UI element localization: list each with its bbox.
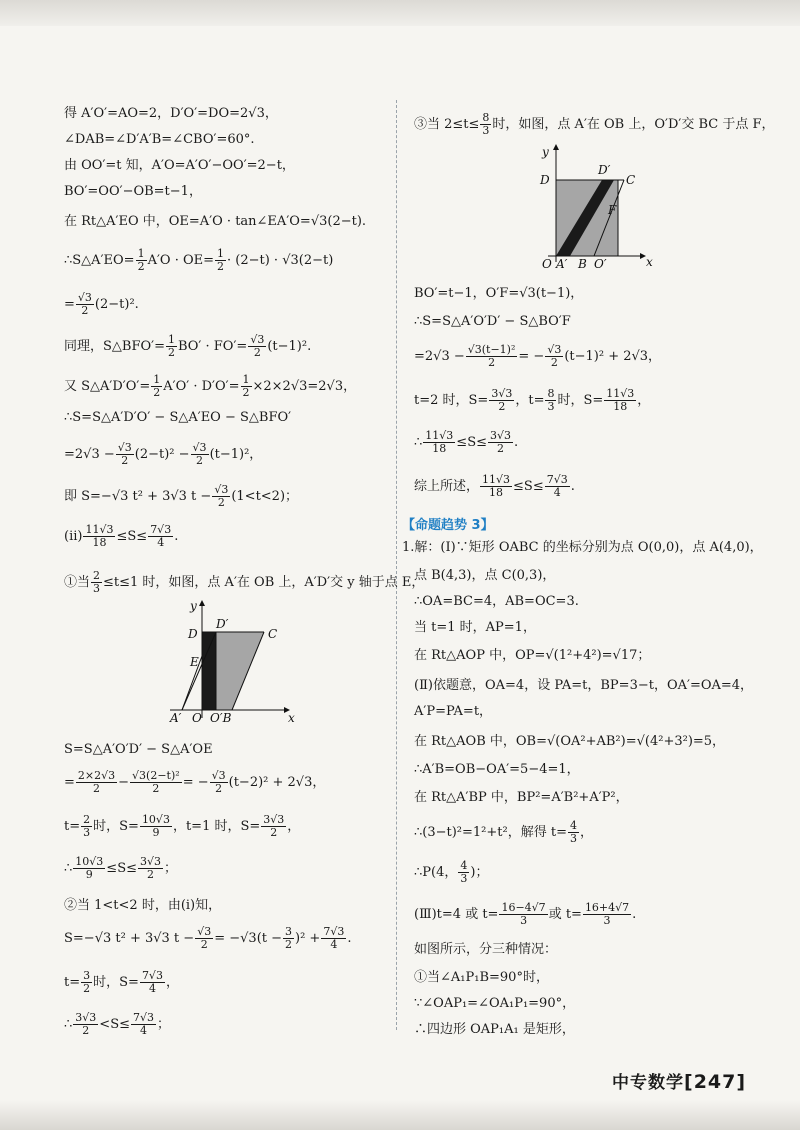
line: 1.解：(Ⅰ)∵矩形 OABC 的坐标分别为点 O(0,0)，点 A(4,0)， <box>402 540 763 555</box>
fraction: $\frac{3√3}{2}$ <box>140 855 162 881</box>
line: 即 S=−√3 t² + 3√3 t − $\frac{√3}{2}$ (1<t<2)； <box>64 483 299 509</box>
fraction: $\frac{√3}{2}$ <box>197 925 212 951</box>
text: · (2−t) · √3(2−t) <box>227 253 334 268</box>
label-o: O <box>192 711 202 724</box>
fraction: $\frac{8}{3}$ <box>482 111 490 137</box>
fraction: $\frac{√3}{2}$ <box>117 441 132 467</box>
line: t= $\frac{2}{3}$ 时，S= $\frac{10√3}{9}$ ，t=1 时，S= $\frac{3√3}{2}$ ， <box>64 813 301 839</box>
line: ③当 2≤t≤ $\frac{8}{3}$ 时，如图，点 A′在 OB 上，O′D′交 BC 于点 F， <box>414 111 775 137</box>
footer-title: 中专数学 <box>612 1073 684 1093</box>
fraction: $\frac{1}{2}$ <box>153 373 161 399</box>
fraction: $\frac{3√3}{2}$ <box>75 1011 97 1037</box>
line: 在 Rt△AOB 中，OB=√(OA²+AB²)=√(4²+3²)=5， <box>414 734 726 749</box>
line: BO′=t−1，O′F=√3(t−1)， <box>414 286 584 301</box>
fraction: $\frac{7√3}{4}$ <box>133 1011 155 1037</box>
label-y: y <box>190 599 197 613</box>
label-y: y <box>542 145 549 159</box>
line: 当 t=1 时，AP=1， <box>414 620 536 635</box>
column-divider <box>396 100 397 1030</box>
line: ∴S=S△A′O′D′ − S△BO′F <box>414 314 571 329</box>
line: =2√3 − $\frac{\text{√3(t−1)²}}{2}$ = − $\frac{√3}{2}$ (t−1)² + 2√3， <box>414 343 662 369</box>
line: ∠DAB=∠D′A′B=∠CBO′=60°. <box>64 132 255 147</box>
line: ∴ $\frac{3√3}{2}$ <S≤ $\frac{7√3}{4}$ ； <box>64 1011 171 1037</box>
line: S=S△A′O′D′ − S△A′OE <box>64 742 213 757</box>
label-d-prime: D′ <box>216 617 229 631</box>
fraction: $\frac{3√3}{2}$ <box>263 813 285 839</box>
figure-2-diagram <box>528 142 658 270</box>
fraction: $\frac{11√3}{18}$ <box>482 473 511 499</box>
line: (Ⅲ)t=4 或 t= $\frac{16-4√7}{3}$ 或 t= $\frac{16+4√7}{3}$ . <box>414 901 637 927</box>
line: 如图所示，分三种情况： <box>414 942 558 957</box>
label-c: C <box>626 173 636 187</box>
label-c: C <box>268 627 278 641</box>
label-o: O <box>542 257 552 270</box>
label-o-prime: O′ <box>594 257 607 270</box>
line: 点 B(4,3)，点 C(0,3)， <box>414 568 556 583</box>
line: 由 OO′=t 知，A′O=A′O′−OO′=2−t， <box>64 158 295 173</box>
fraction: $\frac{7√3}{4}$ <box>546 473 568 499</box>
line: ①当∠A₁P₁B=90°时， <box>414 970 549 985</box>
line: A′P=PA=t， <box>414 704 493 719</box>
fraction: $\frac{3√3}{2}$ <box>491 387 513 413</box>
line: ∴S=S△A′D′O′ − S△A′EO − S△BFO′ <box>64 410 292 425</box>
label-a-prime: A′ <box>170 711 182 724</box>
line: 又 S△A′D′O′= $\frac{1}{2}$ A′O′ · D′O′= $\frac{1}{2}$ ×2×2√3=2√3， <box>64 373 357 399</box>
fraction: $\frac{\text{√3(2−t)²}}{2}$ <box>132 769 180 795</box>
gray-region <box>216 632 264 710</box>
line: t= $\frac{3}{2}$ 时，S= $\frac{7√3}{4}$ ， <box>64 969 179 995</box>
line: S=−√3 t² + 3√3 t − $\frac{√3}{2}$ = −√3(t − $\frac{3}{2}$ )² + $\frac{7√3}{4}$ . <box>64 925 352 951</box>
fraction: $\frac{7√3}{4}$ <box>150 523 172 549</box>
fraction: $\frac{16-4√7}{3}$ <box>501 901 546 927</box>
fraction: $\frac{3}{2}$ <box>83 969 91 995</box>
label-d: D <box>540 173 550 187</box>
label-d-prime: D′ <box>598 163 611 177</box>
line: =2√3 − $\frac{√3}{2}$ (2−t)² − $\frac{√3}{2}$ (t−1)²， <box>64 441 263 467</box>
fraction: $\frac{16+4√7}{3}$ <box>584 901 630 927</box>
fraction: $\frac{\text{√3(t−1)²}}{2}$ <box>467 343 516 369</box>
line: (Ⅱ)依题意，OA=4，设 PA=t，BP=3−t，OA′=OA=4， <box>414 678 754 693</box>
fraction: $\frac{1}{2}$ <box>242 373 250 399</box>
fraction: $\frac{11√3}{18}$ <box>85 523 114 549</box>
fraction: $\frac{√3}{2}$ <box>77 291 92 317</box>
text: ∴S△A′EO= <box>64 253 135 268</box>
line: = $\frac{2\times 2√3}{2}$ − $\frac{\text{√3(2−t)²}}{2}$ = − $\frac{√3}{2}$ (t−2)² + 2√3， <box>64 769 326 795</box>
fraction: $\frac{1}{2}$ <box>217 247 224 273</box>
label-a-prime: A′ <box>556 257 568 270</box>
fraction: $\frac{3}{2}$ <box>285 925 293 951</box>
line: 在 Rt△A′BP 中，BP²=A′B²+A′P²， <box>414 790 629 805</box>
line: ②当 1<t<2 时，由(ⅰ)知， <box>64 898 222 913</box>
line: t=2 时，S= $\frac{3√3}{2}$ ，t= $\frac{8}{3}$ 时，S= $\frac{11√3}{18}$ ， <box>414 387 651 413</box>
label-d: D <box>188 627 198 641</box>
line: BO′=OO′−OB=t−1， <box>64 184 202 199</box>
line: ①当 $\frac{2}{3}$ ≤t≤1 时，如图，点 A′在 OB 上，A′D′交 y 轴于点 E， <box>64 569 425 595</box>
line: ∴A′B=OB−OA′=5−4=1， <box>414 762 580 777</box>
text: (2−t)². <box>94 297 139 312</box>
line: ∴OA=BC=4，AB=OC=3. <box>414 594 579 609</box>
label-x: x <box>288 711 295 724</box>
fraction: $\frac{4}{3}$ <box>569 819 577 845</box>
fraction: $\frac{3√3}{2}$ <box>490 429 512 455</box>
line <box>64 248 333 273</box>
line: 得 A′O′=AO=2，D′O′=DO=2√3， <box>64 106 278 121</box>
line: (ⅱ) $\frac{11√3}{18}$ ≤S≤ $\frac{7√3}{4}$ . <box>64 523 179 549</box>
fraction: $\frac{√3}{2}$ <box>250 333 265 359</box>
page-number: 247 <box>693 1071 737 1093</box>
fraction: $\frac{√3}{2}$ <box>192 441 207 467</box>
figure-1-diagram <box>160 598 300 724</box>
fraction: $\frac{8}{3}$ <box>547 387 555 413</box>
label-o-prime-b: O′B <box>210 711 232 724</box>
fraction: $\frac{1}{2}$ <box>167 333 175 359</box>
fraction: $\frac{7√3}{4}$ <box>141 969 163 995</box>
label-e: E <box>190 655 199 669</box>
text: A′O · OE= <box>147 253 214 268</box>
bottom-shadow <box>0 1100 800 1130</box>
line: ∴(3−t)²=1²+t²，解得 t= $\frac{4}{3}$ ， <box>414 819 593 845</box>
line: ∴P(4， $\frac{4}{3}$ )； <box>414 859 489 885</box>
label-x: x <box>646 255 653 269</box>
line: 在 Rt△AOP 中，OP=√(1²+4²)=√17； <box>414 648 651 663</box>
line: ∴ $\frac{11√3}{18}$ ≤S≤ $\frac{3√3}{2}$ . <box>414 429 519 455</box>
fraction: $\frac{√3}{2}$ <box>214 483 229 509</box>
fraction: $\frac{2}{3}$ <box>83 813 91 839</box>
page-footer: 中专数学[247] <box>612 1071 747 1093</box>
line: 同理，S△BFO′= $\frac{1}{2}$ BO′ · FO′= $\frac{√3}{2}$ (t−1)². <box>64 333 312 359</box>
line: ∴ $\frac{10√3}{9}$ ≤S≤ $\frac{3√3}{2}$ ； <box>64 855 178 881</box>
fraction: $\frac{11√3}{18}$ <box>425 429 454 455</box>
line: 综上所述， $\frac{11√3}{18}$ ≤S≤ $\frac{7√3}{4}$ . <box>414 473 575 499</box>
shaded-region <box>202 632 216 710</box>
label-f: F <box>608 203 617 217</box>
line: ∵∠OAP₁=∠OA₁P₁=90°， <box>414 996 576 1011</box>
fraction: $\frac{2}{3}$ <box>93 569 101 595</box>
line: ∴四边形 OAP₁A₁ 是矩形， <box>414 1022 575 1037</box>
fraction: $\frac{10√3}{9}$ <box>75 855 104 881</box>
section-heading: 【命题趋势 3】 <box>402 518 494 533</box>
fraction: $\frac{4}{3}$ <box>460 859 468 885</box>
line: = $\frac{√3}{2}$ (2−t)². <box>64 291 139 317</box>
fraction: $\frac{11√3}{18}$ <box>606 387 635 413</box>
fraction: $\frac{√3}{2}$ <box>547 343 562 369</box>
top-shadow <box>0 0 800 26</box>
fraction: $\frac{7√3}{4}$ <box>323 925 345 951</box>
line: 在 Rt△A′EO 中，OE=A′O · tan∠EA′O=√3(2−t). <box>64 214 367 229</box>
fraction: $\frac{2\times 2√3}{2}$ <box>77 769 116 795</box>
label-b: B <box>578 257 587 270</box>
fraction: $\frac{1}{2}$ <box>137 247 145 273</box>
fraction: $\frac{10√3}{9}$ <box>141 813 170 839</box>
fraction: $\frac{√3}{2}$ <box>211 769 226 795</box>
